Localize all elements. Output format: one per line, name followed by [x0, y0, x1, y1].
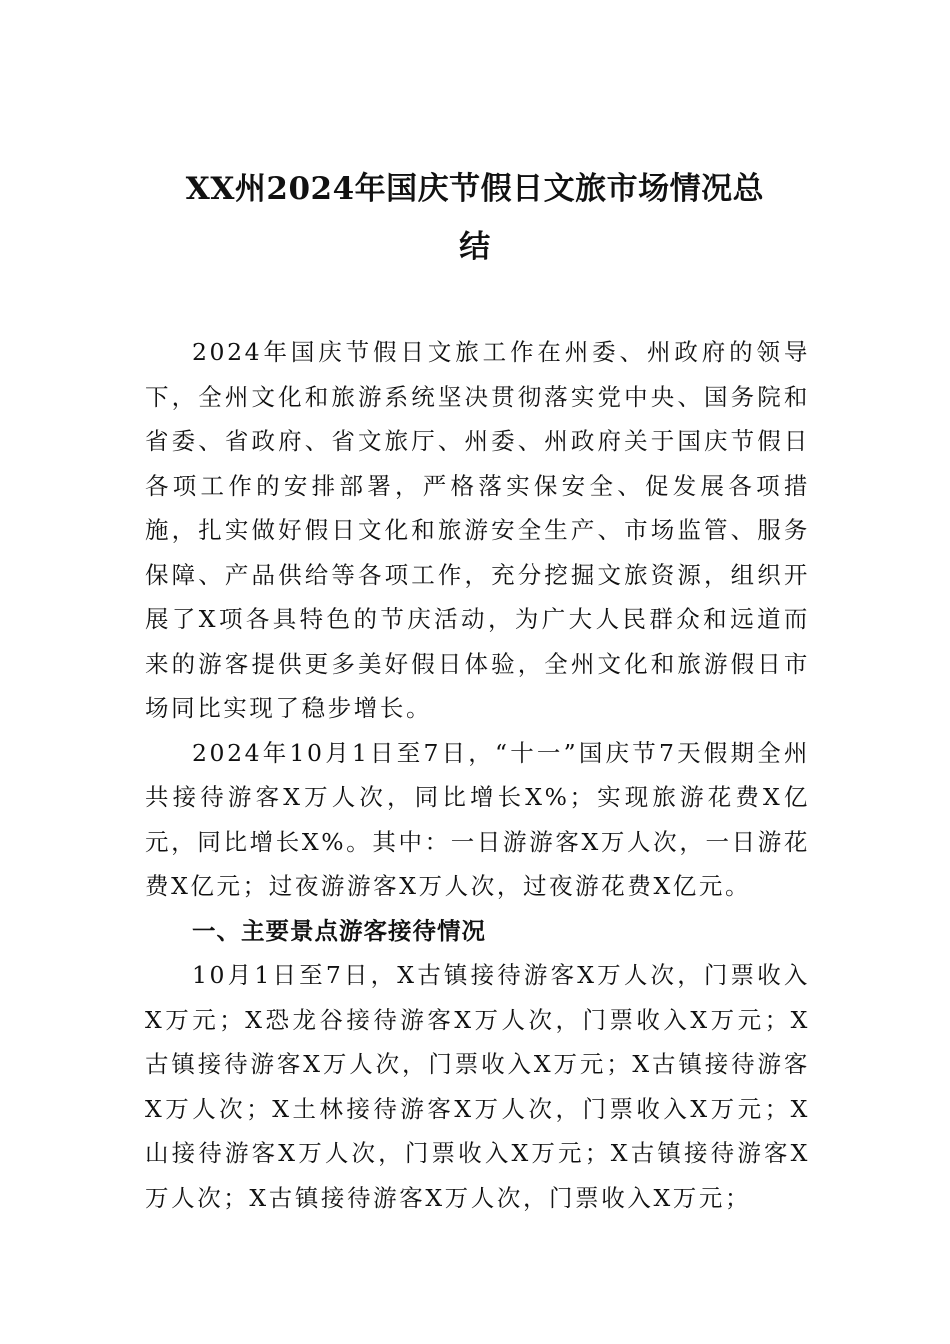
section-1-paragraph: 10月1日至7日，X古镇接待游客X万人次，门票收入X万元；X恐龙谷接待游客X万人次，门票收入X万元；X古镇接待游客X万人次，门票收入X万元；X古镇接待游客X万人次；X土林接待游客X万人次，门票收入X万元；X山接待游客X万人次，门票收入X万元；X古镇接待游客X万人次；X古镇接待游客X万人次，门票收入X万元；: [145, 961, 810, 1212]
intro-paragraph: 2024年国庆节假日文旅工作在州委、州政府的领导下，全州文化和旅游系统坚决贯彻落实党中央、国务院和省委、省政府、省文旅厅、州委、州政府关于国庆节假日各项工作的安排部署，严格落实保安全、促发展各项措施，扎实做好假日文化和旅游安全生产、市场监管、服务保障、产品供给等各项工作，充分挖掘文旅资源，组织开展了X项各具特色的节庆活动，为广大人民群众和远道而来的游客提供更多美好假日体验，全州文化和旅游假日市场同比实现了稳步增长。: [145, 338, 810, 722]
document-body: [145, 330, 810, 1220]
statistics-paragraph: 2024年10月1日至7日，“十一”国庆节7天假期全州共接待游客X万人次，同比增长X%；实现旅游花费X亿元，同比增长X%。其中：一日游游客X万人次，一日游花费X亿元；过夜游游客X万人次，过夜游花费X亿元。: [145, 738, 810, 900]
title-line-2: 结: [459, 229, 491, 265]
section-heading-1: 一、主要景点游客接待情况: [192, 916, 486, 945]
document-title: [120, 160, 830, 276]
title-line-1: XX州2024年国庆节假日文旅市场情况总: [185, 171, 765, 207]
